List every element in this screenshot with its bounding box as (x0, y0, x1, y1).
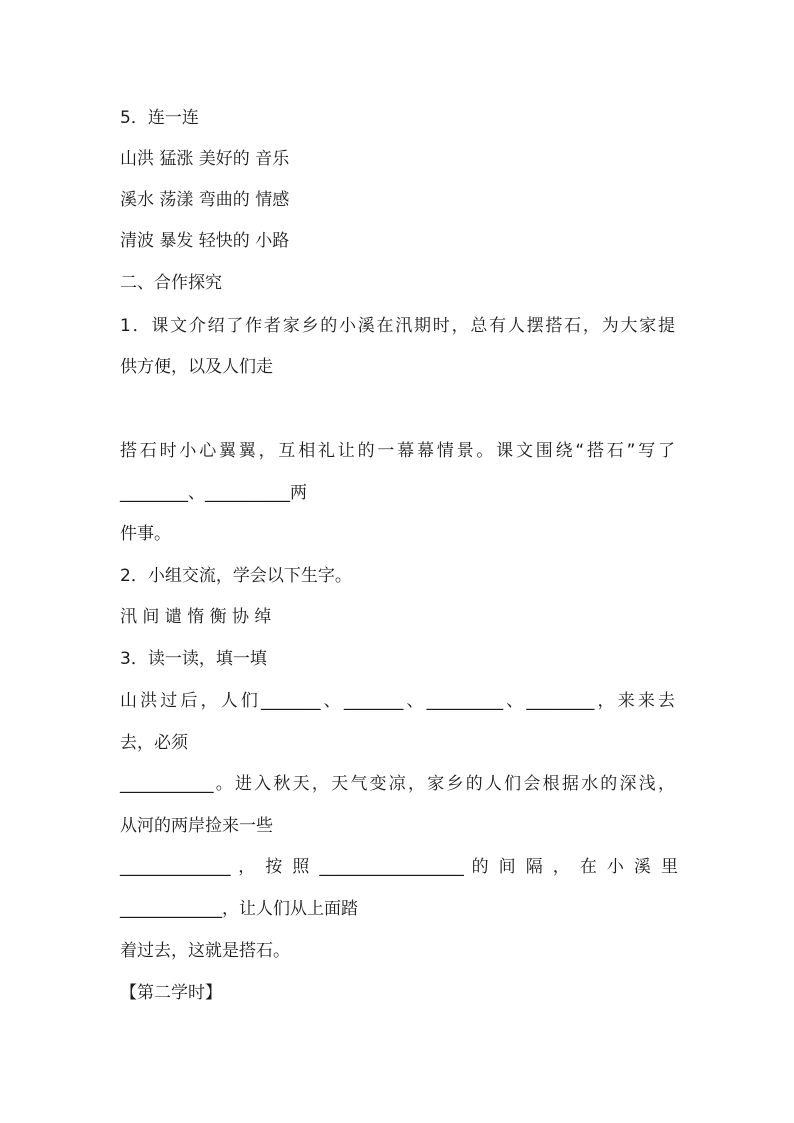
match-row-1: 山洪 猛涨 美好的 音乐 (120, 149, 290, 169)
item-5-heading: 5．连一连 (120, 108, 199, 128)
character-list: 汛 间 谴 惰 衡 协 绰 (120, 607, 272, 627)
question-3-line-1: 山洪过后，人们_______、_______、_________、________，来来去 (120, 691, 675, 711)
question-3-line-3: ___________。进入秋天，天气变凉，家乡的人们会根据水的深浅， (120, 774, 675, 794)
question-2: 2．小组交流，学会以下生字。 (120, 566, 352, 586)
question-1-line-1: 1．课文介绍了作者家乡的小溪在汛期时，总有人摆搭石，为大家提 (120, 316, 675, 336)
question-1-line-3: 搭石时小心翼翼，互相礼让的一幕幕情景。课文围绕“搭石”写了 (120, 441, 675, 461)
question-3-line-2: 去，必须 (120, 733, 188, 753)
question-1-line-2: 供方便，以及人们走 (120, 357, 273, 377)
question-3-line-4: 从河的两岸捡来一些 (120, 816, 273, 836)
question-1-line-5: 件事。 (120, 524, 171, 544)
match-row-3: 清波 暴发 轻快的 小路 (120, 231, 290, 251)
question-3-line-6: ____________，让人们从上面踏 (120, 899, 358, 919)
match-row-2: 溪水 荡漾 弯曲的 情感 (120, 190, 290, 210)
question-3-heading: 3．读一读，填一填 (120, 649, 267, 669)
section-heading: 二、合作探究 (120, 273, 222, 293)
lesson-2-heading: 【第二学时】 (120, 983, 222, 1003)
question-1-blanks: ________、__________两 (120, 483, 307, 503)
question-3-line-5: _____________ ， 按 照 _________________ 的 间 隔 ， 在 小 溪 里 (120, 857, 678, 877)
question-3-line-7: 着过去，这就是搭石。 (120, 941, 290, 961)
